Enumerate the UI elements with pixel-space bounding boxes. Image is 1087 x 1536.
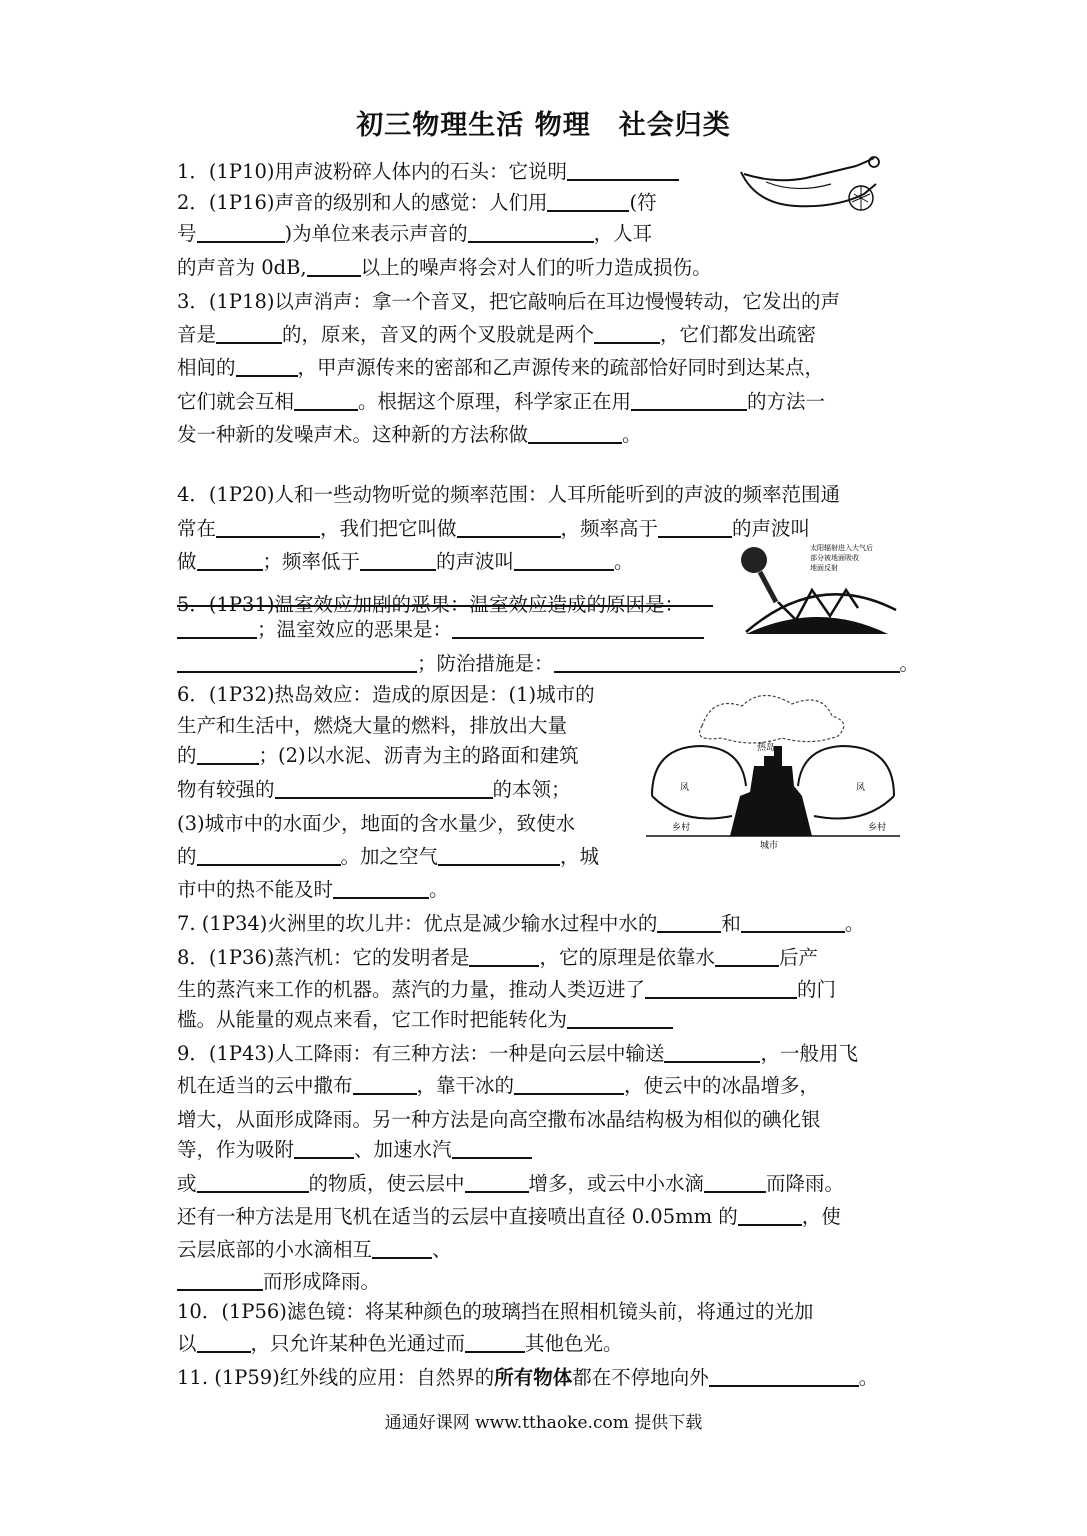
text-segment: 3．(1P18)以声消声：拿一个音叉，把它敲响后在耳边慢慢转动，它发出的声	[177, 290, 840, 313]
greenhouse-figure	[738, 540, 900, 636]
answer-blank[interactable]	[360, 549, 436, 571]
text-line	[177, 388, 825, 416]
text-segment: 生产和生活中，燃烧大量的燃料，排放出大量	[177, 714, 568, 737]
text-line	[177, 1298, 813, 1326]
text-segment: ，我们把它叫做	[320, 517, 457, 540]
text-line	[177, 712, 567, 740]
text-segment: 做	[177, 550, 197, 573]
answer-blank[interactable]	[594, 322, 660, 344]
text-segment: 1．(1P10)用声波粉碎人体内的石头：它说明	[177, 160, 567, 183]
answer-blank[interactable]	[657, 911, 721, 933]
answer-blank[interactable]	[216, 322, 282, 344]
text-segment: 而形成降雨。	[263, 1270, 381, 1293]
text-segment: 。加之空气	[340, 845, 439, 868]
answer-blank[interactable]	[177, 617, 257, 639]
text-segment: ，人耳	[593, 222, 653, 245]
text-segment: )为单位来表示声音的	[284, 222, 468, 245]
text-segment: 号	[177, 222, 197, 245]
answer-blank[interactable]	[567, 159, 679, 181]
text-segment: ，靠干冰的	[416, 1074, 515, 1097]
lithotripsy-figure	[736, 154, 886, 216]
answer-blank[interactable]	[197, 549, 263, 571]
answer-blank[interactable]	[307, 255, 361, 277]
answer-blank[interactable]	[468, 221, 594, 243]
text-line	[177, 1268, 380, 1296]
text-line	[177, 354, 824, 382]
text-segment: 的	[177, 744, 197, 767]
text-segment: 2．(1P16)声音的级别和人的感觉：人们用	[177, 191, 548, 214]
text-line	[177, 481, 840, 509]
answer-blank[interactable]	[528, 422, 622, 444]
answer-blank[interactable]	[197, 844, 341, 866]
answer-blank[interactable]	[567, 1007, 673, 1029]
text-segment: ，城	[560, 845, 600, 868]
text-segment: 或	[177, 1172, 197, 1195]
text-segment: 4．(1P20)人和一些动物听觉的频率范围：人耳所能听到的声波的频率范围通	[177, 483, 840, 506]
text-line	[177, 254, 712, 282]
text-line	[177, 1236, 452, 1264]
text-segment: 生的蒸汽来工作的机器。蒸汽的力量，推动人类迈进了	[177, 978, 646, 1001]
text-line	[177, 681, 595, 709]
answer-blank[interactable]	[438, 844, 560, 866]
text-line	[177, 976, 836, 1004]
answer-blank[interactable]	[275, 777, 493, 799]
text-segment: 增大，从面形成降雨。另一种方法是向高空撒布冰晶结构极为相似的碘化银	[177, 1108, 821, 1131]
text-segment: 云层底部的小水滴相互	[177, 1238, 373, 1261]
text-segment: 的，原来，音叉的两个叉股就是两个	[282, 323, 595, 346]
text-segment: 的	[177, 845, 197, 868]
text-segment: 7. (1P34)火洲里的坎儿井：优点是减少输水过程中水的	[177, 912, 658, 935]
text-line	[177, 944, 818, 972]
text-segment: 的方法一	[747, 390, 826, 413]
text-line	[177, 321, 816, 349]
text-line	[177, 1040, 858, 1068]
answer-blank[interactable]	[457, 516, 561, 538]
text-segment: 以上的噪声将会对人们的听力造成损伤。	[360, 256, 712, 279]
text-segment: 相间的	[177, 356, 236, 379]
answer-blank[interactable]	[704, 1171, 766, 1193]
text-segment: (3)城市中的水面少，地面的含水量少，致使水	[177, 812, 576, 835]
text-segment: ，一般用飞	[760, 1042, 858, 1065]
text-segment: 的声音为 0dB,	[177, 256, 307, 279]
text-segment: ，使	[801, 1205, 841, 1228]
text-segment: ，频率高于	[560, 517, 659, 540]
text-line	[177, 910, 864, 938]
page-title: 初三物理生活 物理 社会归类	[356, 110, 731, 141]
text-line	[177, 1170, 844, 1198]
text-segment: 常在	[177, 517, 217, 540]
answer-blank[interactable]	[177, 1269, 263, 1291]
text-segment: 。	[429, 878, 449, 901]
text-segment: 9．(1P43)人工降雨：有三种方法：一种是向云层中输送	[177, 1042, 665, 1065]
text-segment: 6．(1P32)热岛效应：造成的原因是：(1)城市的	[177, 683, 595, 706]
text-segment: 。根据这个原理，科学家正在用	[358, 390, 632, 413]
answer-blank[interactable]	[645, 977, 797, 999]
answer-blank[interactable]	[465, 1331, 525, 1353]
answer-blank[interactable]	[177, 585, 713, 607]
text-segment: ；频率低于	[262, 550, 361, 573]
answer-blank[interactable]	[514, 1073, 624, 1095]
text-line	[177, 288, 840, 316]
answer-blank[interactable]	[658, 516, 732, 538]
text-segment: ；(2)以水泥、沥青为主的路面和建筑	[258, 744, 579, 767]
answer-blank[interactable]	[741, 911, 845, 933]
text-line	[177, 776, 571, 804]
text-line	[177, 843, 599, 871]
text-segment: 发一种新的发噪声术。这种新的方法称做	[177, 423, 529, 446]
answer-blank[interactable]	[465, 1171, 529, 1193]
text-line	[177, 1203, 841, 1231]
text-segment: ，甲声源传来的密部和乙声源传来的疏部恰好同时到达某点，	[297, 356, 825, 379]
text-line	[177, 1006, 673, 1034]
text-segment: 槛。从能量的观点来看，它工作时把	[177, 1008, 490, 1031]
text-segment: 后产	[778, 946, 818, 969]
text-segment: ，只允许某种色光通过而	[250, 1332, 466, 1355]
text-segment: 。	[622, 423, 642, 446]
greenhouse-caption-3: 地面反射	[810, 564, 838, 572]
text-segment: 物有较强的	[177, 778, 275, 801]
answer-blank[interactable]	[452, 1137, 532, 1159]
answer-blank[interactable]	[547, 190, 629, 212]
answer-blank[interactable]	[664, 1041, 760, 1063]
text-line	[177, 1136, 532, 1164]
answer-blank[interactable]	[236, 355, 298, 377]
text-line	[177, 1330, 623, 1358]
text-segment: 都在不停地向外	[572, 1366, 709, 1389]
heat-island-figure	[642, 686, 904, 850]
answer-blank[interactable]	[715, 945, 779, 967]
text-segment: (符	[629, 191, 657, 214]
answer-blank[interactable]	[294, 1137, 354, 1159]
text-line	[177, 742, 579, 770]
heat-island-label: 热岛	[757, 743, 776, 753]
answer-blank[interactable]	[197, 743, 259, 765]
text-segment: 、加速水汽	[354, 1138, 452, 1161]
text-segment: 、	[432, 1238, 452, 1261]
text-line	[177, 220, 652, 248]
text-segment: 5．(1P31)温室效应加剧的恶果：温室效应造成的原因是：	[177, 593, 684, 616]
footer: 通通好课网 www.tthaoke.com 提供下载	[384, 1413, 703, 1433]
greenhouse-caption-1: 太阳辐射进入大气后	[810, 544, 873, 552]
text-segment: ，它们都发出疏密	[660, 323, 817, 346]
text-line	[177, 515, 810, 543]
text-segment: 的门	[797, 978, 837, 1001]
text-line	[177, 189, 657, 217]
text-line	[177, 158, 679, 186]
answer-blank[interactable]	[353, 1073, 417, 1095]
answer-blank[interactable]	[738, 1204, 802, 1226]
text-segment: 以	[177, 1332, 197, 1355]
text-segment: 。	[899, 652, 920, 675]
village-right-label: 乡村	[868, 823, 887, 833]
answer-blank[interactable]	[177, 651, 417, 673]
text-segment: ，它的原理是依靠水	[539, 946, 715, 969]
text-segment: 而降雨。	[766, 1172, 845, 1195]
answer-blank[interactable]	[372, 1237, 432, 1259]
wind-right-label: 风	[856, 783, 866, 793]
text-line	[177, 1072, 819, 1100]
city-label: 城市	[760, 841, 779, 850]
text-segment: 其他色光。	[525, 1332, 623, 1355]
text-segment: 音是	[177, 323, 217, 346]
answer-blank[interactable]	[197, 221, 285, 243]
text-line	[177, 876, 449, 904]
text-line	[177, 1364, 878, 1392]
text-segment: ；防治措施是：	[417, 652, 554, 675]
text-line	[177, 650, 919, 678]
text-line	[177, 421, 642, 449]
answer-blank[interactable]	[469, 945, 539, 967]
answer-blank[interactable]	[216, 516, 320, 538]
text-segment: 10．(1P56)滤色镜：将某种颜色的玻璃挡在照相机镜头前，将通过的光加	[177, 1300, 814, 1323]
text-segment: 机在适当的云中撒布	[177, 1074, 353, 1097]
text-line	[177, 1106, 821, 1134]
text-segment: 。	[858, 1366, 879, 1389]
text-segment: 。	[614, 550, 634, 573]
text-segment: ；温室效应的恶果是：	[257, 618, 453, 641]
text-segment: 的物质，使云层中	[308, 1172, 465, 1195]
text-line	[177, 810, 575, 838]
text-segment: 和	[721, 912, 741, 935]
text-line	[177, 548, 634, 576]
answer-blank[interactable]	[631, 389, 747, 411]
answer-blank[interactable]	[514, 549, 614, 571]
text-segment: 还有一种方法是用飞机在适当的云层中直接喷出直径 0.05mm 的	[177, 1205, 738, 1228]
text-line	[177, 584, 713, 612]
text-segment: 市中的热不能及时	[177, 878, 334, 901]
text-segment: 等，作为吸附	[177, 1138, 295, 1161]
text-segment: 。	[844, 912, 865, 935]
answer-blank[interactable]	[333, 877, 429, 899]
answer-blank[interactable]	[554, 651, 900, 673]
text-segment: 8．(1P36)蒸汽机：它的发明者是	[177, 946, 470, 969]
text-segment: 的声波叫	[732, 517, 811, 540]
text-segment: 能转化为	[489, 1008, 568, 1031]
village-left-label: 乡村	[672, 823, 691, 833]
answer-blank[interactable]	[197, 1171, 309, 1193]
text-segment: 11. (1P59)红外线的应用：自然界的	[177, 1366, 495, 1389]
greenhouse-caption-2: 部分被地面吸收	[810, 554, 859, 562]
wind-left-label: 风	[680, 783, 690, 793]
text-line	[177, 616, 704, 644]
text-segment: 所有物体	[494, 1366, 573, 1389]
text-segment: 的本领；	[492, 778, 571, 801]
answer-blank[interactable]	[197, 1331, 251, 1353]
text-segment: ，使云中的冰晶增多，	[624, 1074, 820, 1097]
answer-blank[interactable]	[709, 1365, 859, 1387]
text-segment: 增多，或云中小水滴	[528, 1172, 705, 1195]
text-segment: 它们就会互相	[177, 390, 295, 413]
answer-blank[interactable]	[452, 617, 704, 639]
answer-blank[interactable]	[294, 389, 358, 411]
text-segment: 的声波叫	[436, 550, 515, 573]
